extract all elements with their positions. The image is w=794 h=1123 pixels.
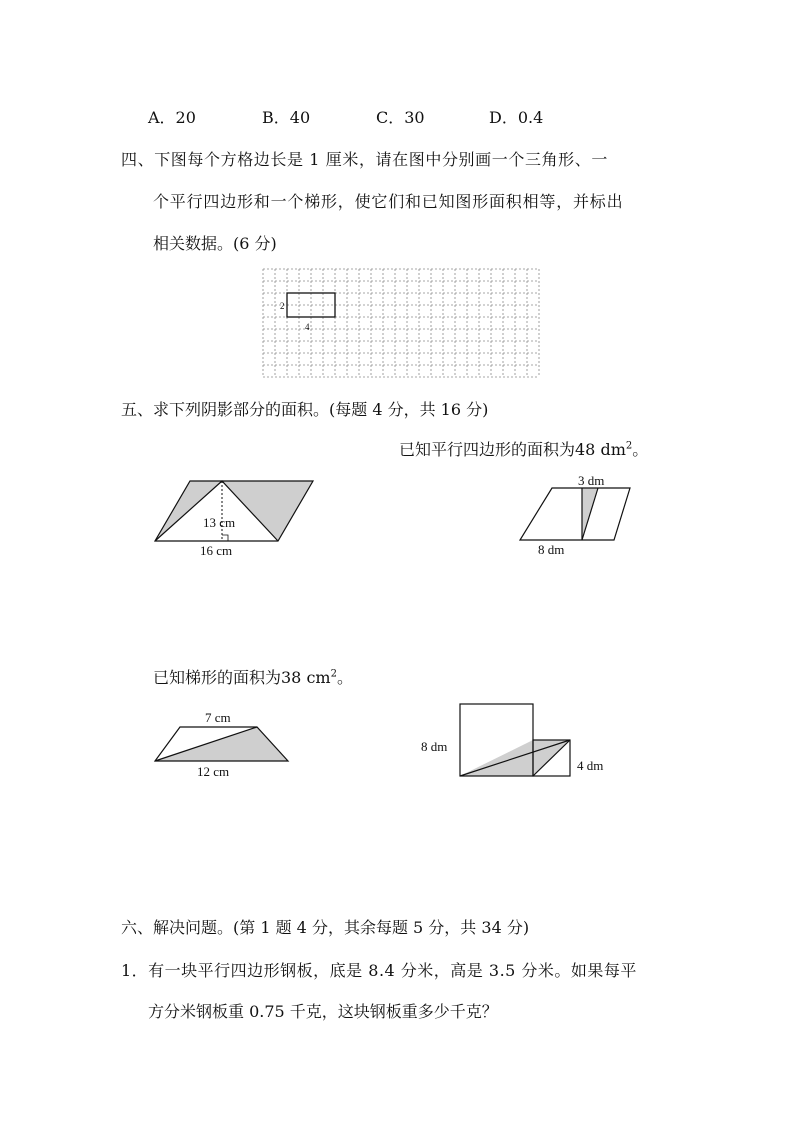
parallelogram-outline	[520, 488, 630, 540]
fig3-bottom-label: 12 cm	[197, 764, 230, 779]
section6-heading: 六、解决问题。(第 1 题 4 分，其余每题 5 分，共 34 分)	[121, 918, 530, 937]
q1-line2: 方分米钢板重 0.75 千克，这块钢板重多少千克？	[148, 1002, 498, 1021]
shaded-right-triangle	[222, 481, 313, 541]
section5-heading: 五、求下列阴影部分的面积。(每题 4 分，共 16 分)	[121, 400, 489, 419]
q1-line1: 1．有一块平行四边形钢板，底是 8.4 分米，高是 3.5 分米。如果每平	[121, 961, 637, 980]
section4-line3: 相关数据。(6 分)	[153, 234, 277, 253]
section4-line1: 四、下图每个方格边长是 1 厘米，请在图中分别画一个三角形、一	[121, 150, 608, 169]
rect-height-label: 2	[280, 301, 285, 311]
fig2-top-label: 3 dm	[578, 473, 605, 488]
figure-2-parallelogram	[510, 470, 620, 560]
fig1-height-label: 13 cm	[203, 515, 236, 530]
figure-1-parallelogram	[145, 475, 325, 560]
fig2-base-label: 8 dm	[538, 542, 565, 557]
fig1-base-label: 16 cm	[200, 543, 233, 558]
option-c: C．30	[376, 108, 425, 127]
figure-3-trapezoid	[145, 705, 305, 785]
fig4-left-label: 8 dm	[421, 739, 448, 754]
note-parallelogram-area: 已知平行四边形的面积为48 $dm^2$。	[399, 440, 649, 459]
shaded-triangle-left	[460, 740, 533, 776]
right-angle-mark	[222, 535, 228, 541]
shaded-triangle	[155, 727, 288, 761]
option-b: B．40	[262, 108, 311, 127]
section4-line2: 个平行四边形和一个梯形，使它们和已知图形面积相等，并标出	[153, 192, 624, 211]
grid-figure	[255, 262, 545, 387]
note-trapezoid-area: 已知梯形的面积为38 $cm^2$。	[153, 668, 353, 687]
rect-width-label: 4	[305, 322, 310, 332]
fig4-right-label: 4 dm	[577, 758, 604, 773]
option-d: D．0.4	[489, 108, 544, 127]
fig3-top-label: 7 cm	[205, 710, 231, 725]
option-a: A．20	[148, 108, 196, 127]
figure-4-squares	[415, 698, 615, 788]
